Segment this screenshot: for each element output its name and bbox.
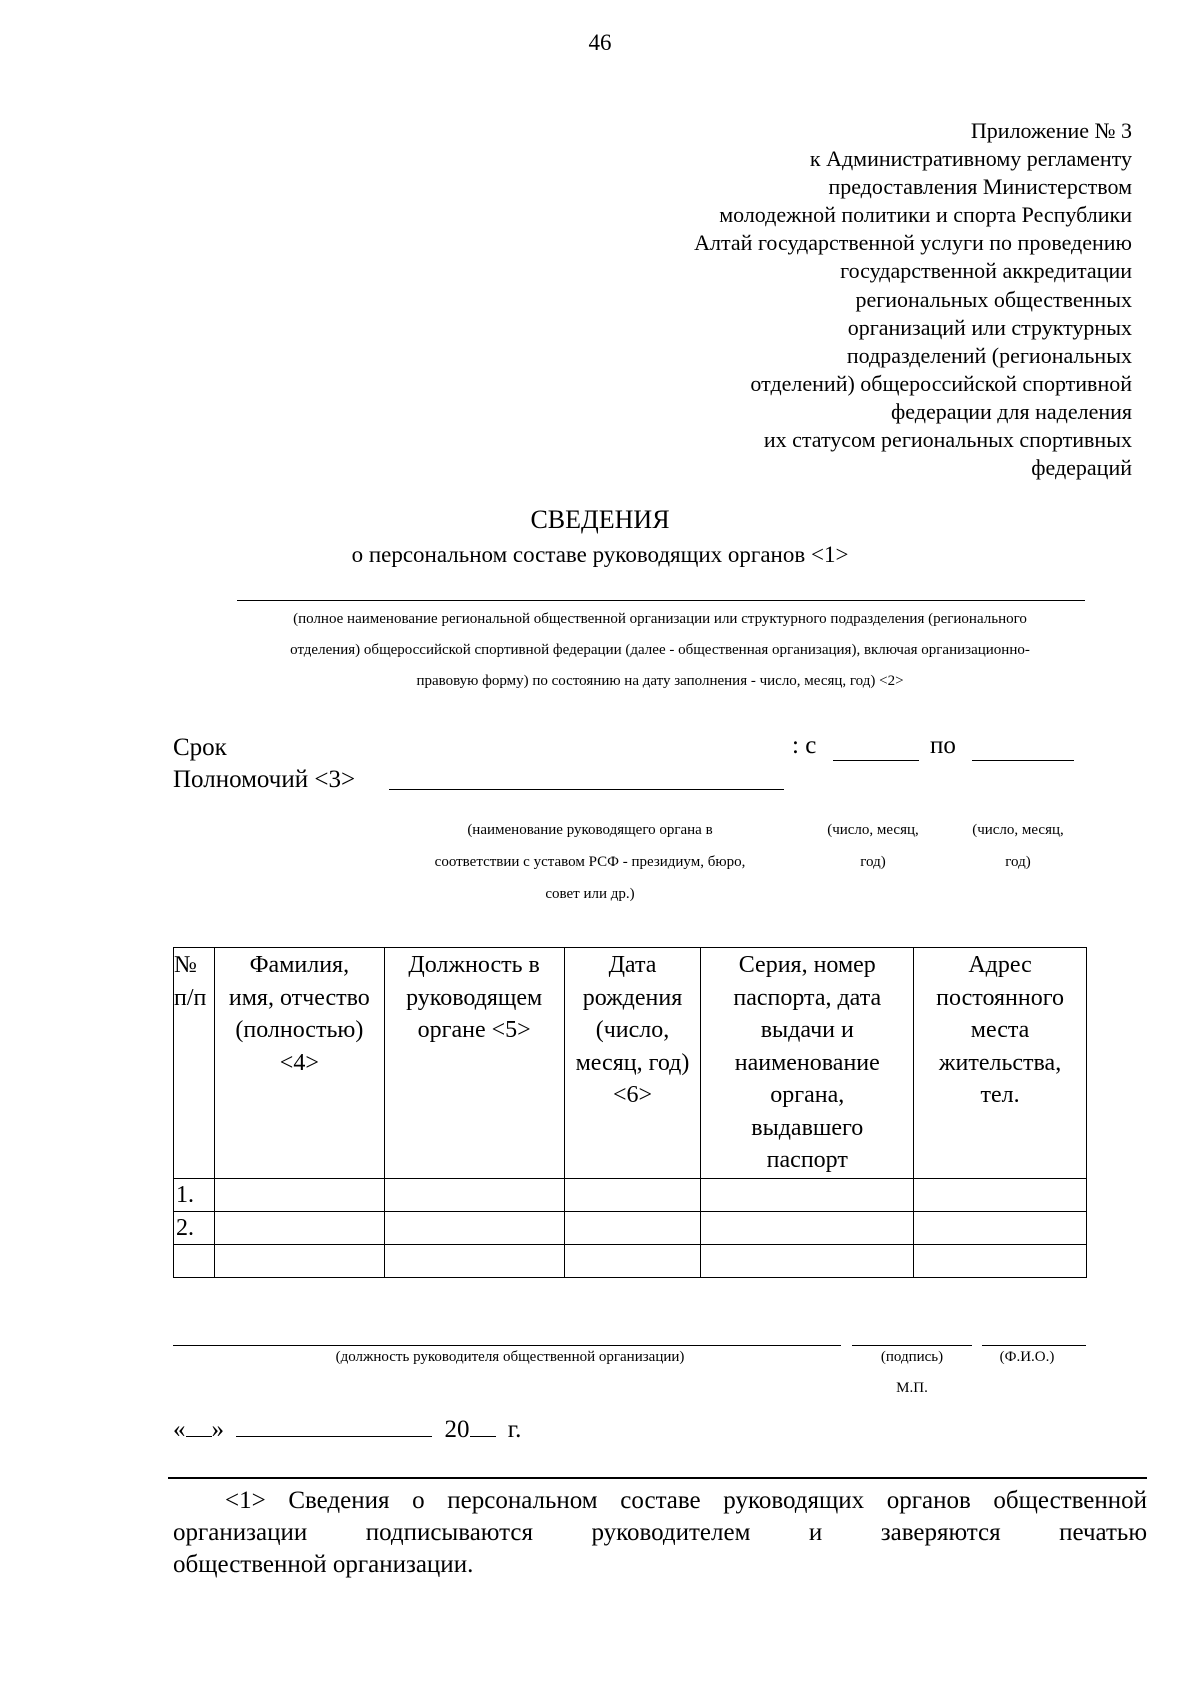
cell-birth-date[interactable] <box>564 1245 701 1278</box>
footnote-line: <1> Сведения о персональном составе руководящих органов общественной <box>225 1487 1147 1514</box>
org-note-line: (полное наименование региональной общественной организации или структурного подразделения (регионального <box>293 611 1027 627</box>
header-line: органа, <box>770 1082 845 1108</box>
header-line: <4> <box>279 1049 319 1076</box>
header-line: паспорта, дата <box>733 984 882 1011</box>
date-close-quote: » <box>211 1416 224 1443</box>
header-line: жительства, <box>938 1049 1062 1076</box>
table-row <box>174 1245 1087 1278</box>
organ-name-note <box>390 814 790 910</box>
cell-position[interactable] <box>384 1179 564 1212</box>
organ-name-field[interactable] <box>389 789 784 790</box>
term-label-line1: Срок <box>173 734 227 761</box>
term-from-label: : с <box>792 732 817 759</box>
header-line: № <box>174 952 197 978</box>
term-label <box>173 732 355 796</box>
appendix-line: федераций <box>1031 455 1132 481</box>
org-name-note <box>180 604 1140 697</box>
organ-note-line: совет или др.) <box>545 886 635 902</box>
full-name-label: (Ф.И.О.) <box>999 1349 1055 1365</box>
header-line: выдавшего <box>751 1114 864 1141</box>
year-prefix: 20 <box>444 1416 470 1443</box>
row-number: 1. <box>174 1179 215 1212</box>
date-line <box>173 1414 521 1444</box>
header-line: Фамилия, <box>249 952 350 978</box>
header-line: имя, отчество <box>228 984 370 1011</box>
position-label: (должность руководителя общественной организации) <box>335 1349 685 1365</box>
appendix-line: молодежной политики и спорта Республики <box>719 202 1132 228</box>
cell-position[interactable] <box>384 1212 564 1245</box>
cell-passport[interactable] <box>701 1212 914 1245</box>
term-from-field[interactable] <box>833 760 919 761</box>
header-line: (полностью) <box>235 1017 364 1043</box>
appendix-line: региональных общественных <box>855 286 1132 312</box>
table-header-row <box>174 948 1087 1179</box>
month-field[interactable] <box>236 1414 432 1437</box>
row-number <box>174 1245 215 1278</box>
document-title: СВЕДЕНИЯ <box>530 505 670 534</box>
date-note-line: (число, месяц, <box>972 822 1064 838</box>
org-note-line: отделения) общероссийской спортивной федерации (далее - общественная организация), включая организационно- <box>290 642 1030 658</box>
footnote-separator <box>168 1477 1147 1479</box>
cell-address[interactable] <box>914 1212 1087 1245</box>
year-field[interactable] <box>470 1414 496 1437</box>
appendix-line: Алтай государственной услуги по проведению <box>694 230 1132 256</box>
date-note-line: (число, месяц, <box>827 822 919 838</box>
stamp-label: М.П. <box>896 1380 928 1396</box>
cell-passport[interactable] <box>701 1179 914 1212</box>
term-from-note <box>808 814 938 878</box>
cell-birth-date[interactable] <box>564 1179 701 1212</box>
signature-label: (подпись) <box>880 1349 944 1365</box>
term-to-note <box>958 814 1078 878</box>
header-line: Адрес <box>968 952 1032 978</box>
header-line: органе <5> <box>417 1017 531 1043</box>
header-line: места <box>970 1017 1030 1043</box>
header-line: наименование <box>734 1049 880 1076</box>
appendix-line: Приложение № 3 <box>970 118 1132 143</box>
header-line: рождения <box>582 984 683 1011</box>
footnote-line: общественной организации. <box>173 1551 474 1578</box>
appendix-header <box>532 117 1132 482</box>
day-field[interactable] <box>186 1414 212 1437</box>
appendix-line: к Административному регламенту <box>809 146 1132 172</box>
header-line: месяц, год) <box>575 1049 690 1076</box>
header-line: Серия, номер <box>738 952 876 978</box>
appendix-line: федерации для наделения <box>891 398 1132 424</box>
header-line: постоянного <box>936 984 1064 1011</box>
row-number: 2. <box>174 1212 215 1245</box>
header-passport <box>701 948 914 1179</box>
header-line: руководящем <box>406 984 543 1011</box>
page-number: 46 <box>588 30 612 55</box>
term-to-label: по <box>930 732 956 759</box>
header-number <box>174 948 215 1179</box>
table-row <box>174 1179 1087 1212</box>
header-full-name <box>214 948 384 1179</box>
date-open-quote: « <box>173 1416 186 1443</box>
header-birth-date <box>564 948 701 1179</box>
cell-birth-date[interactable] <box>564 1212 701 1245</box>
members-table <box>173 947 1087 1278</box>
term-to-field[interactable] <box>972 760 1074 761</box>
signature-line[interactable] <box>852 1345 972 1346</box>
header-line: паспорт <box>766 1147 848 1173</box>
cell-full-name[interactable] <box>214 1212 384 1245</box>
date-note-line: год) <box>1005 854 1031 870</box>
footnote <box>173 1485 1147 1581</box>
appendix-line: организаций или структурных <box>847 314 1132 340</box>
header-address <box>914 948 1087 1179</box>
appendix-line: государственной аккредитации <box>840 258 1132 284</box>
org-note-line: правовую форму) по состоянию на дату заполнения - число, месяц, год) <2> <box>416 673 904 689</box>
cell-full-name[interactable] <box>214 1179 384 1212</box>
header-line: (число, <box>595 1017 670 1043</box>
org-name-field[interactable] <box>237 600 1085 601</box>
appendix-line: отделений) общероссийской спортивной <box>750 370 1132 396</box>
header-line: Должность в <box>408 952 540 978</box>
date-note-line: год) <box>860 854 886 870</box>
year-suffix: г. <box>507 1416 522 1443</box>
header-line: Дата <box>608 952 657 978</box>
cell-position[interactable] <box>384 1245 564 1278</box>
appendix-line: подразделений (региональных <box>846 342 1132 368</box>
position-signature-line[interactable] <box>173 1345 841 1346</box>
organ-note-line: (наименование руководящего органа в <box>467 822 713 838</box>
organ-note-line: соответствии с уставом РСФ - президиум, бюро, <box>434 854 746 870</box>
term-label-line2: Полномочий <3> <box>173 766 356 793</box>
header-line: тел. <box>980 1082 1020 1108</box>
header-line: выдачи и <box>760 1017 854 1043</box>
cell-address[interactable] <box>914 1179 1087 1212</box>
cell-passport[interactable] <box>701 1245 914 1278</box>
table-row <box>174 1212 1087 1245</box>
cell-address[interactable] <box>914 1245 1087 1278</box>
document-subtitle: о персональном составе руководящих органов <1> <box>351 542 849 567</box>
header-line: <6> <box>612 1082 653 1108</box>
header-line: п/п <box>174 984 207 1011</box>
appendix-line: предоставления Министерством <box>828 174 1132 200</box>
header-position <box>384 948 564 1179</box>
cell-full-name[interactable] <box>214 1245 384 1278</box>
appendix-line: их статусом региональных спортивных <box>763 427 1132 453</box>
full-name-line[interactable] <box>982 1345 1086 1346</box>
footnote-line: организации подписываются руководителем и заверяются печатью <box>173 1519 1147 1546</box>
